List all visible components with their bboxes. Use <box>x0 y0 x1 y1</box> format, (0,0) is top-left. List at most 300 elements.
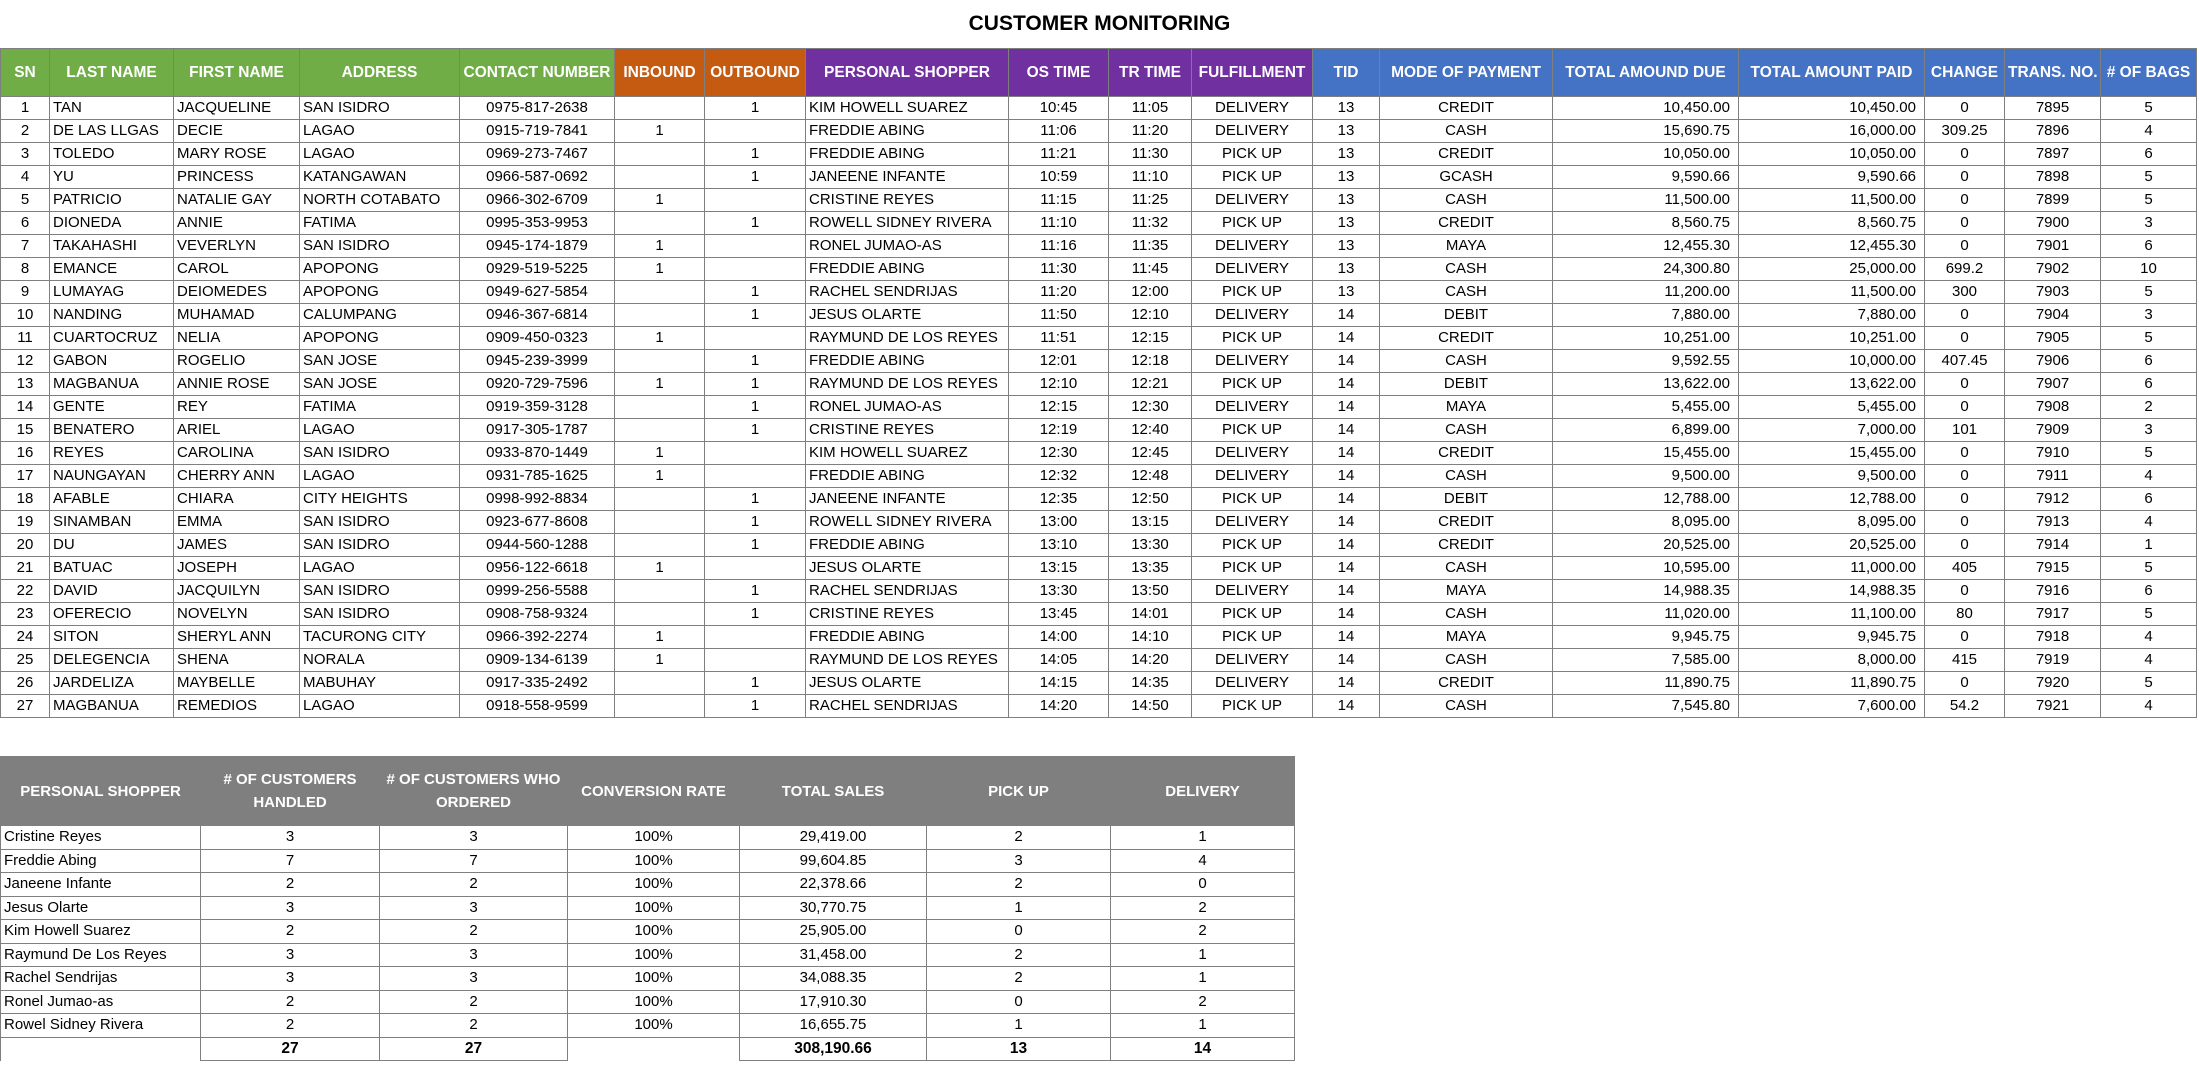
table-cell: 1 <box>1 97 50 120</box>
summary-column-header: # OF CUSTOMERS HANDLED <box>201 757 380 826</box>
summary-cell: 3 <box>201 943 380 967</box>
table-cell: CREDIT <box>1380 672 1553 695</box>
table-cell: 6 <box>2101 488 2197 511</box>
table-cell: APOPONG <box>300 281 460 304</box>
table-cell: 415 <box>1925 649 2005 672</box>
table-cell: 11:30 <box>1109 143 1192 166</box>
table-cell <box>615 350 705 373</box>
table-cell: 14 <box>1313 373 1380 396</box>
table-cell: 14 <box>1313 350 1380 373</box>
table-cell: DELIVERY <box>1192 511 1313 534</box>
table-cell: 11:16 <box>1009 235 1109 258</box>
table-cell: CHIARA <box>174 488 300 511</box>
summary-cell: 100% <box>568 896 740 920</box>
table-cell: MAYBELLE <box>174 672 300 695</box>
summary-row <box>1 896 1295 920</box>
table-cell: BENATERO <box>50 419 174 442</box>
table-cell: 7,545.80 <box>1553 695 1739 718</box>
table-cell: 23 <box>1 603 50 626</box>
table-cell: DECIE <box>174 120 300 143</box>
table-cell: 0920-729-7596 <box>460 373 615 396</box>
table-cell: DELIVERY <box>1192 189 1313 212</box>
table-cell <box>615 143 705 166</box>
table-cell: LAGAO <box>300 465 460 488</box>
table-cell: 7,880.00 <box>1739 304 1925 327</box>
summary-cell: 1 <box>1111 1014 1295 1038</box>
summary-total-cell: 308,190.66 <box>740 1037 927 1061</box>
table-cell: 0918-558-9599 <box>460 695 615 718</box>
table-cell: 0999-256-5588 <box>460 580 615 603</box>
table-cell: JOSEPH <box>174 557 300 580</box>
table-cell: MUHAMAD <box>174 304 300 327</box>
table-cell: 1 <box>705 603 806 626</box>
table-cell: 15 <box>1 419 50 442</box>
table-cell: 20,525.00 <box>1739 534 1925 557</box>
table-cell: DELIVERY <box>1192 580 1313 603</box>
table-cell: 6 <box>2101 143 2197 166</box>
table-cell: 14:00 <box>1009 626 1109 649</box>
table-cell: RAYMUND DE LOS REYES <box>806 649 1009 672</box>
table-cell: 0944-560-1288 <box>460 534 615 557</box>
summary-totals-row <box>1 1037 1295 1061</box>
table-cell: 11,890.75 <box>1739 672 1925 695</box>
table-cell: NAUNGAYAN <box>50 465 174 488</box>
table-cell: 7904 <box>2005 304 2101 327</box>
table-cell: 14 <box>1313 534 1380 557</box>
table-cell: 12 <box>1 350 50 373</box>
table-cell: 1 <box>705 419 806 442</box>
table-cell: CASH <box>1380 258 1553 281</box>
table-cell: 1 <box>705 672 806 695</box>
table-cell <box>705 626 806 649</box>
table-cell: 1 <box>705 534 806 557</box>
table-cell: 0 <box>1925 672 2005 695</box>
summary-cell: 3 <box>380 967 568 991</box>
table-cell: DELIVERY <box>1192 649 1313 672</box>
table-cell: ANNIE ROSE <box>174 373 300 396</box>
summary-cell: 100% <box>568 943 740 967</box>
table-cell: JESUS OLARTE <box>806 557 1009 580</box>
table-cell: DELIVERY <box>1192 350 1313 373</box>
table-cell: JESUS OLARTE <box>806 672 1009 695</box>
summary-cell: Rowel Sidney Rivera <box>1 1014 201 1038</box>
column-header: TOTAL AMOUNT PAID <box>1739 49 1925 97</box>
table-cell: 1 <box>615 120 705 143</box>
summary-cell: Kim Howell Suarez <box>1 920 201 944</box>
table-cell: 18 <box>1 488 50 511</box>
summary-cell: 3 <box>380 826 568 850</box>
table-cell: PICK UP <box>1192 327 1313 350</box>
column-header: MODE OF PAYMENT <box>1380 49 1553 97</box>
column-header: PERSONAL SHOPPER <box>806 49 1009 97</box>
table-cell: 7913 <box>2005 511 2101 534</box>
summary-column-header: DELIVERY <box>1111 757 1295 826</box>
table-cell: RONEL JUMAO-AS <box>806 235 1009 258</box>
table-cell: 13:30 <box>1109 534 1192 557</box>
table-cell: 0 <box>1925 143 2005 166</box>
table-cell: RACHEL SENDRIJAS <box>806 580 1009 603</box>
table-cell: ROWELL SIDNEY RIVERA <box>806 212 1009 235</box>
table-cell: 1 <box>615 557 705 580</box>
table-cell: 7910 <box>2005 442 2101 465</box>
table-cell: 1 <box>2101 534 2197 557</box>
table-cell: 0917-335-2492 <box>460 672 615 695</box>
summary-cell: 17,910.30 <box>740 990 927 1014</box>
table-cell: 13:10 <box>1009 534 1109 557</box>
table-cell: 699.2 <box>1925 258 2005 281</box>
summary-row <box>1 1014 1295 1038</box>
table-cell: 1 <box>705 166 806 189</box>
table-cell <box>615 603 705 626</box>
table-cell: LAGAO <box>300 557 460 580</box>
table-row <box>1 557 2197 580</box>
table-cell: 11:50 <box>1009 304 1109 327</box>
summary-cell: 3 <box>380 943 568 967</box>
column-header: OS TIME <box>1009 49 1109 97</box>
summary-cell: 2 <box>380 920 568 944</box>
table-row <box>1 235 2197 258</box>
table-cell: 11:06 <box>1009 120 1109 143</box>
summary-column-header: # OF CUSTOMERS WHO ORDERED <box>380 757 568 826</box>
column-header: CONTACT NUMBER <box>460 49 615 97</box>
table-cell <box>705 120 806 143</box>
table-cell: JARDELIZA <box>50 672 174 695</box>
table-cell: FREDDIE ABING <box>806 143 1009 166</box>
table-cell: 1 <box>615 373 705 396</box>
table-cell: DELIVERY <box>1192 97 1313 120</box>
table-cell: 1 <box>615 189 705 212</box>
summary-row <box>1 990 1295 1014</box>
column-header: TOTAL AMOUND DUE <box>1553 49 1739 97</box>
summary-cell: 3 <box>927 849 1111 873</box>
table-cell: 0 <box>1925 580 2005 603</box>
table-cell: DELIVERY <box>1192 465 1313 488</box>
table-cell: 13:15 <box>1109 511 1192 534</box>
table-row <box>1 580 2197 603</box>
table-cell: 7895 <box>2005 97 2101 120</box>
table-cell: 9,500.00 <box>1739 465 1925 488</box>
table-cell: 9 <box>1 281 50 304</box>
table-cell: 0956-122-6618 <box>460 557 615 580</box>
table-cell: 12:21 <box>1109 373 1192 396</box>
table-cell: SINAMBAN <box>50 511 174 534</box>
table-cell: 11:21 <box>1009 143 1109 166</box>
table-cell: 10 <box>1 304 50 327</box>
table-cell: 0909-134-6139 <box>460 649 615 672</box>
table-cell: SAN ISIDRO <box>300 442 460 465</box>
summary-cell: 100% <box>568 873 740 897</box>
summary-column-header: TOTAL SALES <box>740 757 927 826</box>
table-cell: 14 <box>1313 603 1380 626</box>
summary-cell: 22,378.66 <box>740 873 927 897</box>
summary-cell: 1 <box>1111 826 1295 850</box>
summary-column-header: PICK UP <box>927 757 1111 826</box>
table-row <box>1 166 2197 189</box>
table-cell: CAROL <box>174 258 300 281</box>
summary-cell: 100% <box>568 990 740 1014</box>
table-cell: 6 <box>2101 373 2197 396</box>
table-cell: TOLEDO <box>50 143 174 166</box>
summary-cell: 7 <box>380 849 568 873</box>
table-cell: 11,100.00 <box>1739 603 1925 626</box>
table-cell: DEBIT <box>1380 373 1553 396</box>
summary-cell: 29,419.00 <box>740 826 927 850</box>
table-cell: 14:50 <box>1109 695 1192 718</box>
table-cell: 1 <box>705 350 806 373</box>
table-cell: 11:10 <box>1109 166 1192 189</box>
table-cell: 7903 <box>2005 281 2101 304</box>
table-cell: 14,988.35 <box>1553 580 1739 603</box>
table-cell: 13:15 <box>1009 557 1109 580</box>
table-cell: YU <box>50 166 174 189</box>
table-cell: CASH <box>1380 419 1553 442</box>
table-cell: DEBIT <box>1380 304 1553 327</box>
table-cell: SAN JOSE <box>300 373 460 396</box>
table-cell: 24,300.80 <box>1553 258 1739 281</box>
table-cell: 3 <box>2101 304 2197 327</box>
table-cell <box>615 419 705 442</box>
table-cell: 11,020.00 <box>1553 603 1739 626</box>
table-cell: 10,450.00 <box>1739 97 1925 120</box>
table-cell: TAN <box>50 97 174 120</box>
summary-cell: 25,905.00 <box>740 920 927 944</box>
table-cell: CREDIT <box>1380 143 1553 166</box>
table-row <box>1 695 2197 718</box>
table-cell: DELIVERY <box>1192 442 1313 465</box>
table-cell: MAYA <box>1380 396 1553 419</box>
table-cell: PICK UP <box>1192 557 1313 580</box>
table-cell <box>705 649 806 672</box>
table-cell: 0 <box>1925 189 2005 212</box>
table-cell: 405 <box>1925 557 2005 580</box>
table-cell: PICK UP <box>1192 212 1313 235</box>
table-cell: 14:05 <box>1009 649 1109 672</box>
table-cell: DIONEDA <box>50 212 174 235</box>
table-cell: PICK UP <box>1192 373 1313 396</box>
table-cell: CASH <box>1380 695 1553 718</box>
table-cell: TACURONG CITY <box>300 626 460 649</box>
table-cell: JAMES <box>174 534 300 557</box>
table-cell: 14 <box>1313 557 1380 580</box>
column-header: SN <box>1 49 50 97</box>
table-cell: 12:01 <box>1009 350 1109 373</box>
table-cell: SAN ISIDRO <box>300 511 460 534</box>
table-cell: REY <box>174 396 300 419</box>
table-cell: CRISTINE REYES <box>806 603 1009 626</box>
table-cell: 0 <box>1925 488 2005 511</box>
table-cell: 1 <box>705 695 806 718</box>
summary-total-cell: 27 <box>201 1037 380 1061</box>
table-cell: 0949-627-5854 <box>460 281 615 304</box>
table-cell: 7902 <box>2005 258 2101 281</box>
table-cell: 7,880.00 <box>1553 304 1739 327</box>
table-cell: SHERYL ANN <box>174 626 300 649</box>
table-cell: 11:35 <box>1109 235 1192 258</box>
table-cell: 9,945.75 <box>1553 626 1739 649</box>
table-cell: 13:00 <box>1009 511 1109 534</box>
table-cell: 4 <box>2101 649 2197 672</box>
table-cell: 1 <box>615 258 705 281</box>
table-cell: DELIVERY <box>1192 235 1313 258</box>
table-cell: DELIVERY <box>1192 120 1313 143</box>
summary-cell: 0 <box>927 990 1111 1014</box>
table-row <box>1 511 2197 534</box>
summary-cell: 2 <box>927 967 1111 991</box>
table-row <box>1 603 2197 626</box>
table-cell: FREDDIE ABING <box>806 258 1009 281</box>
table-cell: DELIVERY <box>1192 258 1313 281</box>
table-cell <box>705 465 806 488</box>
table-cell: 12:35 <box>1009 488 1109 511</box>
table-cell: 7911 <box>2005 465 2101 488</box>
table-cell: BATUAC <box>50 557 174 580</box>
table-cell: 12:30 <box>1109 396 1192 419</box>
table-cell: 6 <box>2101 350 2197 373</box>
table-cell: SAN ISIDRO <box>300 235 460 258</box>
table-cell: KIM HOWELL SUAREZ <box>806 97 1009 120</box>
table-cell: 11,500.00 <box>1553 189 1739 212</box>
table-cell: 1 <box>705 212 806 235</box>
table-cell: 10,450.00 <box>1553 97 1739 120</box>
table-cell: OFERECIO <box>50 603 174 626</box>
table-cell: DELIVERY <box>1192 672 1313 695</box>
table-row <box>1 189 2197 212</box>
table-cell: 1 <box>705 396 806 419</box>
table-cell: 14 <box>1313 465 1380 488</box>
table-cell: 12,788.00 <box>1739 488 1925 511</box>
table-cell: 13,622.00 <box>1553 373 1739 396</box>
column-header: TR TIME <box>1109 49 1192 97</box>
table-cell: 5 <box>2101 672 2197 695</box>
summary-total-cell <box>568 1037 740 1061</box>
summary-row <box>1 920 1295 944</box>
table-cell: 8,095.00 <box>1739 511 1925 534</box>
table-cell: 22 <box>1 580 50 603</box>
table-cell: ANNIE <box>174 212 300 235</box>
summary-total-cell: 14 <box>1111 1037 1295 1061</box>
table-cell: 13 <box>1 373 50 396</box>
table-cell: 0 <box>1925 235 2005 258</box>
table-cell: KATANGAWAN <box>300 166 460 189</box>
table-cell: 9,945.75 <box>1739 626 1925 649</box>
table-cell: CASH <box>1380 649 1553 672</box>
table-cell <box>705 189 806 212</box>
table-cell: CREDIT <box>1380 212 1553 235</box>
table-cell: 20 <box>1 534 50 557</box>
table-cell: 14 <box>1313 672 1380 695</box>
table-cell: 7914 <box>2005 534 2101 557</box>
table-cell: RAYMUND DE LOS REYES <box>806 373 1009 396</box>
summary-cell: 34,088.35 <box>740 967 927 991</box>
table-cell: 5 <box>2101 97 2197 120</box>
table-cell: 1 <box>615 327 705 350</box>
summary-cell: 0 <box>927 920 1111 944</box>
table-cell: 15,690.75 <box>1553 120 1739 143</box>
table-cell: CASH <box>1380 189 1553 212</box>
table-cell <box>615 488 705 511</box>
table-cell: 14 <box>1313 327 1380 350</box>
table-cell: 17 <box>1 465 50 488</box>
table-cell <box>705 235 806 258</box>
table-cell: 2 <box>2101 396 2197 419</box>
summary-cell: 3 <box>201 896 380 920</box>
table-row <box>1 281 2197 304</box>
table-row <box>1 488 2197 511</box>
table-cell: DELEGENCIA <box>50 649 174 672</box>
table-cell: 11:32 <box>1109 212 1192 235</box>
table-row <box>1 672 2197 695</box>
table-cell: 3 <box>1 143 50 166</box>
table-cell: FREDDIE ABING <box>806 120 1009 143</box>
summary-cell: 7 <box>201 849 380 873</box>
table-row <box>1 143 2197 166</box>
table-cell: 12:45 <box>1109 442 1192 465</box>
table-cell: CASH <box>1380 350 1553 373</box>
table-cell: 0931-785-1625 <box>460 465 615 488</box>
table-cell: 7905 <box>2005 327 2101 350</box>
table-cell: 11:25 <box>1109 189 1192 212</box>
table-cell: 25,000.00 <box>1739 258 1925 281</box>
table-cell: 11:10 <box>1009 212 1109 235</box>
table-cell: RACHEL SENDRIJAS <box>806 281 1009 304</box>
table-cell: 1 <box>705 373 806 396</box>
table-cell: 5 <box>2101 189 2197 212</box>
table-cell: 7919 <box>2005 649 2101 672</box>
column-header: OUTBOUND <box>705 49 806 97</box>
summary-cell: 2 <box>1111 990 1295 1014</box>
summary-cell: 1 <box>927 896 1111 920</box>
table-cell: 15,455.00 <box>1553 442 1739 465</box>
table-cell: LAGAO <box>300 143 460 166</box>
customer-monitoring-table <box>0 48 2197 718</box>
table-cell: 11,890.75 <box>1553 672 1739 695</box>
summary-cell: Raymund De Los Reyes <box>1 943 201 967</box>
table-cell: 11:20 <box>1009 281 1109 304</box>
summary-cell: 2 <box>927 826 1111 850</box>
table-row <box>1 304 2197 327</box>
table-cell: 13 <box>1313 281 1380 304</box>
table-cell: PICK UP <box>1192 166 1313 189</box>
table-cell: 0923-677-8608 <box>460 511 615 534</box>
summary-cell: 31,458.00 <box>740 943 927 967</box>
table-header-row <box>1 49 2197 97</box>
table-cell: 14 <box>1313 695 1380 718</box>
table-cell: 12,788.00 <box>1553 488 1739 511</box>
table-cell: 12:00 <box>1109 281 1192 304</box>
column-header: TRANS. NO. <box>2005 49 2101 97</box>
table-cell: PICK UP <box>1192 603 1313 626</box>
table-cell: 13:30 <box>1009 580 1109 603</box>
table-cell: 10:45 <box>1009 97 1109 120</box>
table-cell: LUMAYAG <box>50 281 174 304</box>
table-cell: 12:15 <box>1109 327 1192 350</box>
table-cell: 407.45 <box>1925 350 2005 373</box>
table-cell: 8 <box>1 258 50 281</box>
table-cell: 0 <box>1925 511 2005 534</box>
table-cell: 0945-174-1879 <box>460 235 615 258</box>
table-row <box>1 534 2197 557</box>
table-cell: 7896 <box>2005 120 2101 143</box>
table-cell: 10,251.00 <box>1739 327 1925 350</box>
table-row <box>1 649 2197 672</box>
table-row <box>1 212 2197 235</box>
table-cell: CREDIT <box>1380 327 1553 350</box>
table-cell: DEIOMEDES <box>174 281 300 304</box>
table-row <box>1 327 2197 350</box>
table-cell <box>705 327 806 350</box>
summary-cell: 2 <box>380 990 568 1014</box>
table-cell: SAN ISIDRO <box>300 603 460 626</box>
